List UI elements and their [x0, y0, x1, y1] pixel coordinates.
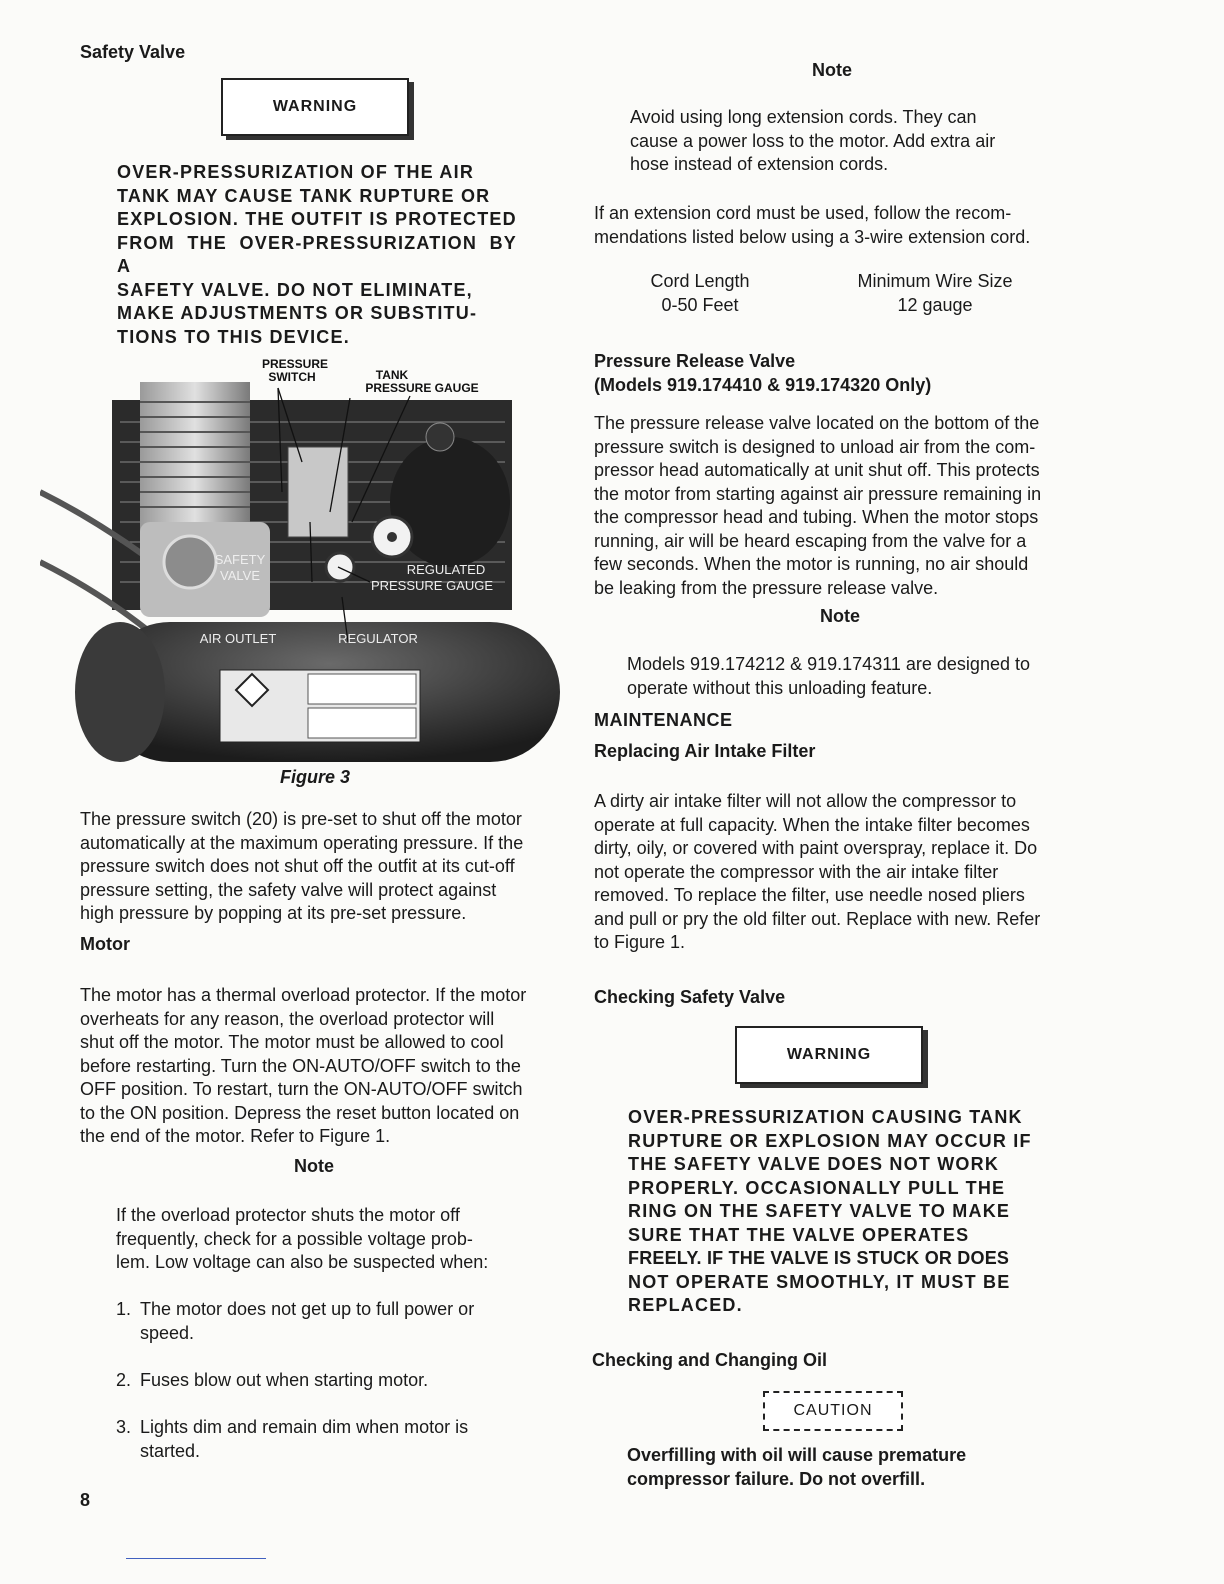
para-line: pressure switch is designed to unload air from the com- — [594, 436, 1036, 457]
caution-line: compressor failure. Do not overfill. — [627, 1468, 926, 1489]
caution-box — [763, 1391, 903, 1431]
label-tank-1: TANK — [375, 368, 409, 382]
para-line: mendations listed below using a 3-wire extension cord. — [594, 226, 1031, 247]
para-line: few seconds. When the motor is running, no air should — [594, 554, 1029, 574]
para-line: dirty, oily, or covered with paint overspray, replace it. Do — [594, 838, 1038, 858]
para-line: overheats for any reason, the overload protector will — [80, 1008, 495, 1029]
list-number: 3. — [116, 1417, 132, 1437]
warning-label: WARNING — [786, 1046, 872, 1063]
label-regulated-2: PRESSURE GAUGE — [370, 578, 494, 593]
warning-line: NOT OPERATE SMOOTHLY, IT MUST BE — [628, 1271, 1011, 1292]
note-line: operate without this unloading feature. — [627, 677, 933, 698]
caution-text — [627, 1444, 1047, 1491]
para-line: The motor has a thermal overload protector. If the motor — [80, 985, 527, 1005]
label-regulated-1: REGULATED — [406, 562, 486, 577]
list-item — [116, 1369, 526, 1393]
models-note-text — [627, 653, 1047, 700]
compressor-photo — [40, 352, 560, 767]
warning-line: SAFETY VALVE. DO NOT ELIMINATE, — [117, 279, 473, 300]
warning-line: THE SAFETY VALVE DOES NOT WORK — [628, 1154, 1000, 1174]
list-item — [116, 1298, 526, 1346]
label-pressure-switch-2: SWITCH — [268, 370, 316, 384]
note-line: Avoid using long extension cords. They can — [630, 107, 977, 127]
cord-length-header: Cord Length — [650, 271, 750, 291]
warning-line: TIONS TO THIS DEVICE. — [117, 326, 350, 347]
list-number: 2. — [116, 1370, 132, 1390]
warning-line: SURE THAT THE VALVE OPERATES — [628, 1224, 970, 1245]
warning-line: MAKE ADJUSTMENTS OR SUBSTITU- — [117, 303, 478, 323]
para-line: high pressure by popping at its pre-set pressure. — [80, 903, 467, 923]
filter-heading: Replacing Air Intake Filter — [594, 741, 816, 761]
note-line: cause a power loss to the motor. Add extra air — [630, 130, 996, 151]
para-line: The pressure release valve located on the bottom of the — [594, 413, 1040, 433]
list-text: The motor does not get up to full power or — [140, 1299, 475, 1319]
motor-heading: Motor — [80, 934, 130, 954]
label-tank-2: PRESSURE GAUGE — [365, 381, 479, 395]
para-line: the end of the motor. Refer to Figure 1. — [80, 1126, 391, 1146]
para-line: running, air will be heard escaping from the valve for a — [594, 530, 1027, 551]
para-line: the compressor head and tubing. When the motor stops — [594, 507, 1039, 527]
wire-size-header: Minimum Wire Size — [857, 271, 1013, 291]
motor-note-title: Note — [294, 1156, 334, 1176]
para-line: to the ON position. Depress the reset button located on — [80, 1102, 520, 1123]
warning-line: FROM THE OVER-PRESSURIZATION BY A — [117, 232, 517, 276]
caution-label: CAUTION — [793, 1402, 873, 1419]
warning-line: REPLACED. — [628, 1295, 743, 1315]
list-text: speed. — [140, 1322, 195, 1343]
para-line: be leaking from the pressure release valve. — [594, 577, 939, 598]
warning-line: TANK MAY CAUSE TANK RUPTURE OR — [117, 185, 491, 206]
note-line: If the overload protector shuts the motor off — [116, 1205, 460, 1225]
para-line: and pull or pry the old filter out. Replace with new. Refer — [594, 908, 1041, 929]
page-number: 8 — [80, 1490, 91, 1510]
list-text: Lights dim and remain dim when motor is — [140, 1417, 469, 1437]
label-pressure-switch-1: PRESSURE — [261, 357, 329, 371]
warning-line: OVER-PRESSURIZATION CAUSING TANK — [628, 1107, 1023, 1127]
filter-paragraph — [594, 790, 1069, 955]
prv-heading-line: Pressure Release Valve — [594, 351, 796, 371]
models-note-title: Note — [820, 606, 860, 626]
note-line: frequently, check for a possible voltage prob- — [116, 1228, 473, 1249]
para-line: before restarting. Turn the ON-AUTO/OFF switch to the — [80, 1055, 521, 1076]
list-item — [116, 1416, 526, 1464]
scan-mark-line — [126, 1558, 266, 1559]
para-line: If an extension cord must be used, follow the recom- — [594, 203, 1012, 223]
para-line: shut off the motor. The motor must be allowed to cool — [80, 1032, 504, 1052]
warning-line: OVER-PRESSURIZATION OF THE AIR — [117, 162, 475, 182]
para-line: pressor head automatically at unit shut off. This protects — [594, 460, 1040, 480]
figure-caption: Figure 3 — [280, 767, 351, 787]
para-line: The pressure switch (20) is pre-set to shut off the motor — [80, 809, 522, 829]
note-line: Models 919.174212 & 919.174311 are designed to — [627, 654, 1030, 674]
para-line: the motor from starting against air pressure remaining in — [594, 483, 1042, 504]
motor-paragraph — [80, 984, 552, 1149]
pressure-switch-paragraph — [80, 808, 552, 926]
label-safety-1: SAFETY — [214, 552, 266, 567]
note-line: lem. Low voltage can also be suspected when: — [116, 1252, 489, 1272]
warning-line: RUPTURE OR EXPLOSION MAY OCCUR IF — [628, 1130, 1032, 1151]
list-text: Fuses blow out when starting motor. — [140, 1370, 429, 1390]
cord-length-value: 0-50 Feet — [661, 295, 739, 315]
para-line: pressure setting, the safety valve will protect against — [80, 879, 497, 900]
warning-box — [221, 78, 409, 136]
warning-line: EXPLOSION. THE OUTFIT IS PROTECTED — [117, 209, 517, 229]
prv-heading — [594, 350, 931, 397]
warning-label: WARNING — [272, 98, 358, 115]
label-air-outlet: AIR OUTLET — [199, 631, 277, 646]
extension-note-title: Note — [812, 60, 852, 80]
para-line: pressure switch does not shut off the outfit at its cut-off — [80, 856, 515, 876]
para-line: removed. To replace the filter, use needle nosed pliers — [594, 885, 1025, 905]
para-line: A dirty air intake filter will not allow the compressor to — [594, 791, 1017, 811]
warning-line: RING ON THE SAFETY VALVE TO MAKE — [628, 1201, 1011, 1221]
label-regulator: REGULATOR — [338, 631, 418, 646]
warning-line: FREELY. IF THE VALVE IS STUCK OR DOES — [628, 1248, 1010, 1268]
warning-box-2 — [735, 1026, 923, 1084]
oil-heading: Checking and Changing Oil — [592, 1350, 828, 1370]
warning-line: PROPERLY. OCCASIONALLY PULL THE — [628, 1177, 1006, 1198]
para-line: automatically at the maximum operating pressure. If the — [80, 832, 524, 853]
para-line: operate at full capacity. When the intake filter becomes — [594, 814, 1030, 835]
prv-paragraph — [594, 412, 1069, 600]
checking-safety-warning-text — [628, 1106, 1034, 1318]
motor-note-text — [116, 1204, 518, 1275]
checking-safety-heading: Checking Safety Valve — [594, 987, 786, 1007]
note-line: hose instead of extension cords. — [630, 154, 889, 174]
para-line: OFF position. To restart, turn the ON-AUTO/OFF switch — [80, 1079, 523, 1099]
extension-cord-paragraph — [594, 202, 1069, 249]
caution-line: Overfilling with oil will cause premature — [627, 1445, 967, 1465]
wire-size-value: 12 gauge — [897, 295, 973, 315]
extension-note-text — [630, 106, 1050, 177]
list-text: started. — [140, 1440, 201, 1461]
prv-heading-line: (Models 919.174410 & 919.174320 Only) — [594, 374, 932, 395]
safety-valve-heading: Safety Valve — [80, 42, 186, 62]
safety-valve-warning-text — [117, 161, 517, 349]
para-line: to Figure 1. — [594, 932, 686, 952]
maintenance-heading: MAINTENANCE — [594, 710, 733, 730]
label-safety-2: VALVE — [220, 568, 260, 583]
para-line: not operate the compressor with the air intake filter — [594, 861, 999, 882]
list-number: 1. — [116, 1299, 132, 1319]
